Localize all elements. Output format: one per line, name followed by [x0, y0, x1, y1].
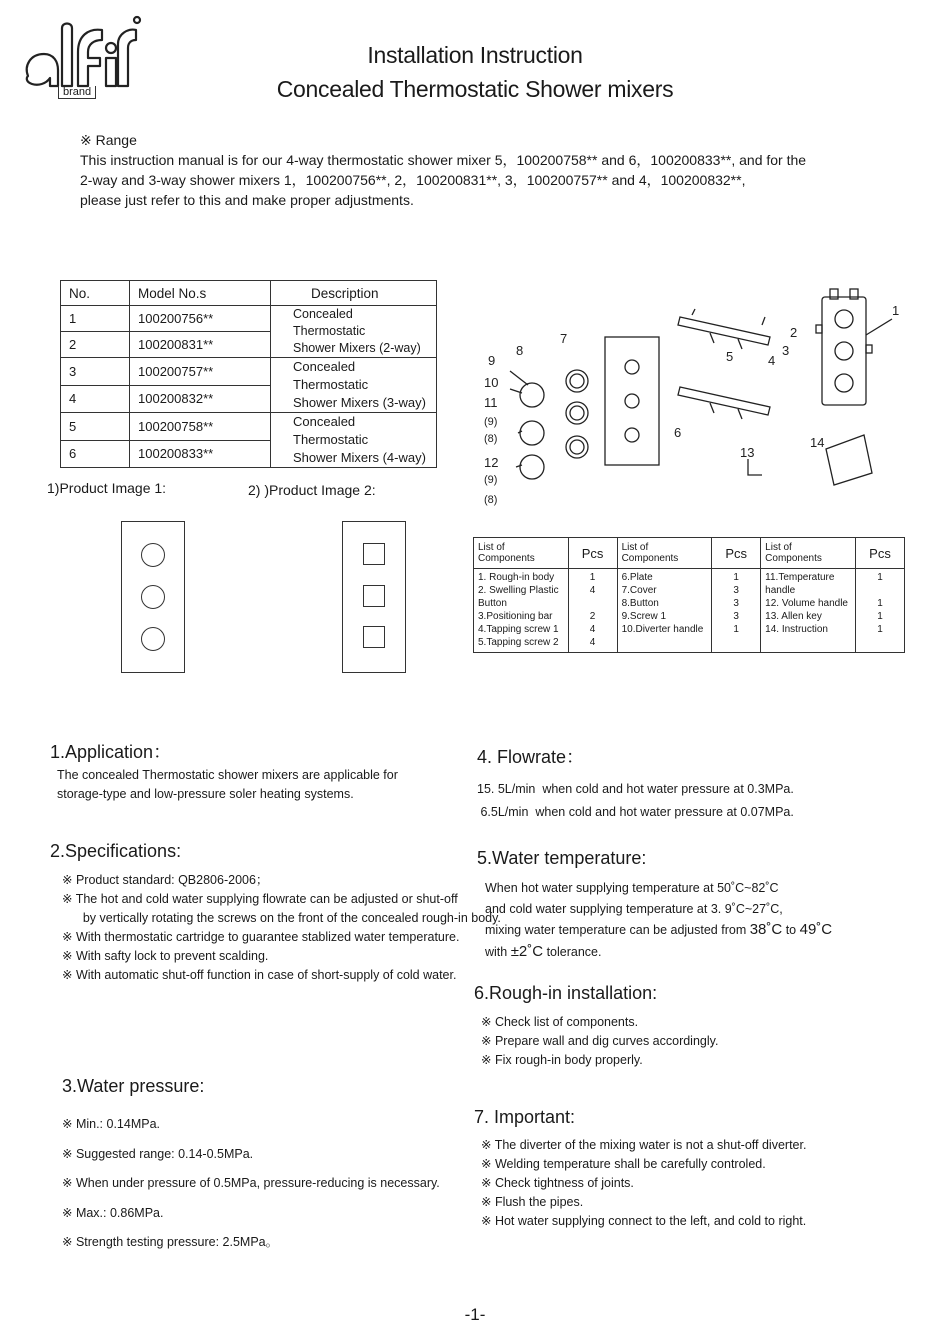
table-row — [61, 413, 437, 441]
components-list-1 — [474, 569, 569, 653]
product-image-2-label: 2) )Product Image 2: — [248, 482, 376, 498]
pcs-list-2 — [712, 569, 761, 653]
water-temperature-heading: 5.Water temperature: — [477, 848, 647, 868]
diagram-label: 5 — [726, 349, 734, 364]
pcs-value: 3 — [733, 598, 739, 609]
models-table — [60, 280, 437, 468]
allen-key-icon — [748, 459, 762, 475]
components-col-header: List of Components — [617, 538, 712, 569]
row-model: 100200831** — [130, 332, 271, 358]
rough-in-body-icon — [822, 297, 866, 405]
range-line-2: 2-way and 3-way shower mixers 1，100200756**, 2，100200831**, 3，100200757** and 4，100200832**, — [80, 172, 746, 188]
square-handle-icon — [363, 626, 385, 648]
specifications-list — [62, 871, 501, 985]
pcs-value: 1 — [589, 572, 596, 583]
application-line-1: The concealed Thermostatic shower mixers are applicable for — [57, 768, 398, 782]
logo-brand-text: brand — [58, 86, 96, 99]
pcs-value: 4 — [589, 624, 596, 635]
diagram-label: 9 — [488, 353, 496, 368]
row-model: 100200757** — [130, 358, 271, 386]
diagram-label: 13 — [740, 445, 755, 460]
pcs-col-header: Pcs — [856, 538, 905, 569]
cover-icon — [566, 370, 588, 392]
pcs-list-1 — [568, 569, 617, 653]
list-item: ※ With safty lock to prevent scalding. — [62, 949, 269, 963]
list-item: ※ With thermostatic cartridge to guarantee stablized water temperature. — [62, 930, 460, 944]
components-table-body — [474, 569, 905, 653]
row-no: 1 — [61, 306, 130, 332]
temp-text: to — [782, 923, 800, 937]
list-item: ※ Hot water supplying connect to the left, and cold to right. — [481, 1214, 807, 1228]
list-item: 10.Diverter handle — [621, 624, 704, 635]
diagram-label: 11 — [484, 395, 498, 410]
pcs-value: 3 — [733, 585, 739, 596]
water-temperature-line-2: and cold water supplying temperature at 3. 9˚C~27˚C, — [485, 902, 783, 916]
diagram-label: (8) — [484, 433, 498, 445]
list-item: 12. Volume handle — [765, 598, 848, 609]
models-table-header — [61, 281, 437, 306]
diagram-label: (9) — [484, 416, 498, 428]
list-item: ※ Max.: 0.86MPa. — [62, 1205, 164, 1220]
pcs-value: 1 — [877, 624, 883, 635]
components-table — [473, 537, 905, 653]
components-list-3 — [761, 569, 856, 653]
pcs-value: 1 — [877, 598, 883, 609]
diagram-label: 3 — [782, 343, 790, 358]
range-line-3: please just refer to this and make proper adjustments. — [80, 192, 414, 208]
row-model: 100200758** — [130, 413, 271, 441]
water-temperature-line-1: When hot water supplying temperature at 50˚C~82˚C — [485, 881, 779, 895]
col-description: Description — [271, 281, 437, 306]
row-no: 6 — [61, 440, 130, 468]
list-item: 14. Instruction — [765, 624, 828, 635]
temp-text: with — [485, 945, 511, 959]
round-handle-icon — [141, 585, 165, 609]
round-handle-icon — [141, 627, 165, 651]
specifications-heading: 2.Specifications: — [50, 841, 182, 861]
list-item: ※ Fix rough-in body properly. — [481, 1053, 643, 1067]
water-temperature-line-3 — [485, 920, 832, 940]
table-row — [61, 358, 437, 386]
row-description: Concealed Thermostatic Shower Mixers (3-way) — [271, 358, 437, 413]
row-description: Concealed Thermostatic Shower Mixers (4-way) — [271, 413, 437, 468]
list-item: 11.Temperature handle — [765, 572, 835, 596]
round-handle-icon — [141, 543, 165, 567]
pcs-col-header: Pcs — [712, 538, 761, 569]
flowrate-heading: 4. Flowrate： — [477, 747, 585, 767]
diverter-handle-icon — [520, 383, 544, 407]
temp-min: 38˚C — [749, 921, 783, 938]
square-handle-icon — [363, 585, 385, 607]
range-heading: ※ Range — [80, 132, 137, 148]
row-no: 5 — [61, 413, 130, 441]
application-heading: 1.Application： — [50, 742, 172, 762]
application-line-2: storage-type and low-pressure soler heating systems. — [57, 787, 354, 801]
list-item: 9.Screw 1 — [621, 611, 667, 622]
diagram-label: 8 — [516, 343, 524, 358]
water-temperature-line-4 — [485, 942, 601, 962]
product-image-1 — [121, 521, 185, 673]
list-item: ※ When under pressure of 0.5MPa, pressure-reducing is necessary. — [62, 1176, 440, 1190]
list-item: ※ With automatic shut-off function in case of short-supply of cold water. — [62, 968, 457, 982]
pcs-value: 1 — [877, 611, 883, 622]
pcs-list-3 — [856, 569, 905, 653]
square-handle-icon — [363, 543, 385, 565]
list-item: ※ Product standard: QB2806-2006； — [62, 873, 269, 887]
row-model: 100200756** — [130, 306, 271, 332]
list-item: by vertically rotating the screws on the front of the concealed rough-in body. — [62, 911, 501, 925]
list-item: ※ Welding temperature shall be carefully controled. — [481, 1157, 766, 1171]
components-list-2 — [617, 569, 712, 653]
page-title-line1: Installation Instruction — [367, 42, 583, 68]
list-item: ※ Min.: 0.14MPa. — [62, 1117, 161, 1131]
list-item: ※ The diverter of the mixing water is not a shut-off diverter. — [481, 1138, 807, 1152]
row-description: Concealed Thermostatic Shower Mixers (2-way) — [271, 306, 437, 358]
pcs-value: 1 — [877, 572, 883, 583]
components-table-header — [474, 538, 905, 569]
flowrate-line-2: 6.5L/min when cold and hot water pressure at 0.07MPa. — [477, 805, 794, 819]
temp-text: tolerance. — [543, 945, 602, 959]
list-item: 8.Button — [621, 598, 659, 609]
list-item: 2. Swelling Plastic Button — [478, 585, 559, 609]
pcs-value: 4 — [589, 637, 596, 648]
product-image-1-label: 1)Product Image 1: — [47, 480, 167, 496]
page-number: -1- — [464, 1305, 486, 1324]
diagram-label: 2 — [790, 325, 798, 340]
col-model: Model No.s — [130, 281, 271, 306]
list-item: ※ Check list of components. — [481, 1015, 639, 1029]
pcs-col-header: Pcs — [568, 538, 617, 569]
rough-in-list — [481, 1013, 718, 1070]
list-item: ※ Check tightness of joints. — [481, 1176, 634, 1190]
col-no: No. — [61, 281, 130, 306]
list-item: 5.Tapping screw 2 — [478, 637, 559, 648]
water-pressure-heading: 3.Water pressure: — [62, 1076, 205, 1096]
diagram-label: 6 — [674, 425, 682, 440]
list-item: ※ The hot and cold water supplying flowrate can be adjusted or shut-off — [62, 892, 458, 906]
instruction-icon — [826, 435, 872, 485]
diagram-label: 7 — [560, 331, 568, 346]
diagram-label: 12 — [484, 455, 499, 470]
flowrate-line-1: 15. 5L/min when cold and hot water pressure at 0.3MPa. — [477, 782, 794, 796]
water-pressure-list — [62, 1110, 440, 1258]
row-model: 100200832** — [130, 385, 271, 413]
row-model: 100200833** — [130, 440, 271, 468]
list-item: 3.Positioning bar — [478, 611, 553, 622]
row-no: 2 — [61, 332, 130, 358]
diagram-label: 1 — [892, 303, 900, 318]
pcs-value: 3 — [733, 611, 739, 622]
temp-tolerance: ±2˚C — [510, 943, 544, 960]
rough-in-heading: 6.Rough-in installation: — [474, 983, 658, 1003]
table-row — [61, 306, 437, 332]
positioning-bar-icon — [678, 317, 770, 345]
product-image-2 — [342, 521, 406, 673]
list-item: 6.Plate — [621, 572, 653, 583]
pcs-value: 4 — [589, 585, 596, 596]
row-no: 4 — [61, 385, 130, 413]
components-col-header: List of Components — [761, 538, 856, 569]
diagram-label: 10 — [484, 375, 499, 390]
range-line-1: This instruction manual is for our 4-way thermostatic shower mixer 5，100200758** and 6，100200833**, and for the — [80, 152, 807, 168]
list-item: 7.Cover — [621, 585, 657, 596]
list-item: 4.Tapping screw 1 — [478, 624, 559, 635]
pcs-value: 1 — [733, 572, 739, 583]
pcs-value: 2 — [589, 611, 596, 622]
list-item: ※ Strength testing pressure: 2.5MPa。 — [62, 1235, 279, 1249]
list-item: ※ Flush the pipes. — [481, 1195, 584, 1209]
diagram-label: 4 — [768, 353, 776, 368]
list-item: 13. Allen key — [765, 611, 822, 622]
components-col-header: List of Components — [474, 538, 569, 569]
temp-text: mixing water temperature can be adjusted from — [485, 923, 750, 937]
list-item: 1. Rough-in body — [478, 572, 555, 583]
plate-icon — [605, 337, 659, 465]
diagram-label: 14 — [810, 435, 825, 450]
diagram-label: (9) — [484, 474, 498, 486]
temp-max: 49˚C — [799, 921, 833, 938]
page-title-line2: Concealed Thermostatic Shower mixers — [276, 76, 674, 102]
components-exploded-diagram — [470, 285, 910, 515]
list-item: ※ Prepare wall and dig curves accordingly. — [481, 1034, 719, 1048]
important-heading: 7. Important: — [474, 1107, 576, 1127]
row-no: 3 — [61, 358, 130, 386]
important-list — [481, 1136, 806, 1231]
diagram-label: (8) — [484, 494, 498, 506]
pcs-value: 1 — [733, 624, 739, 635]
list-item: ※ Suggested range: 0.14-0.5MPa. — [62, 1146, 254, 1161]
